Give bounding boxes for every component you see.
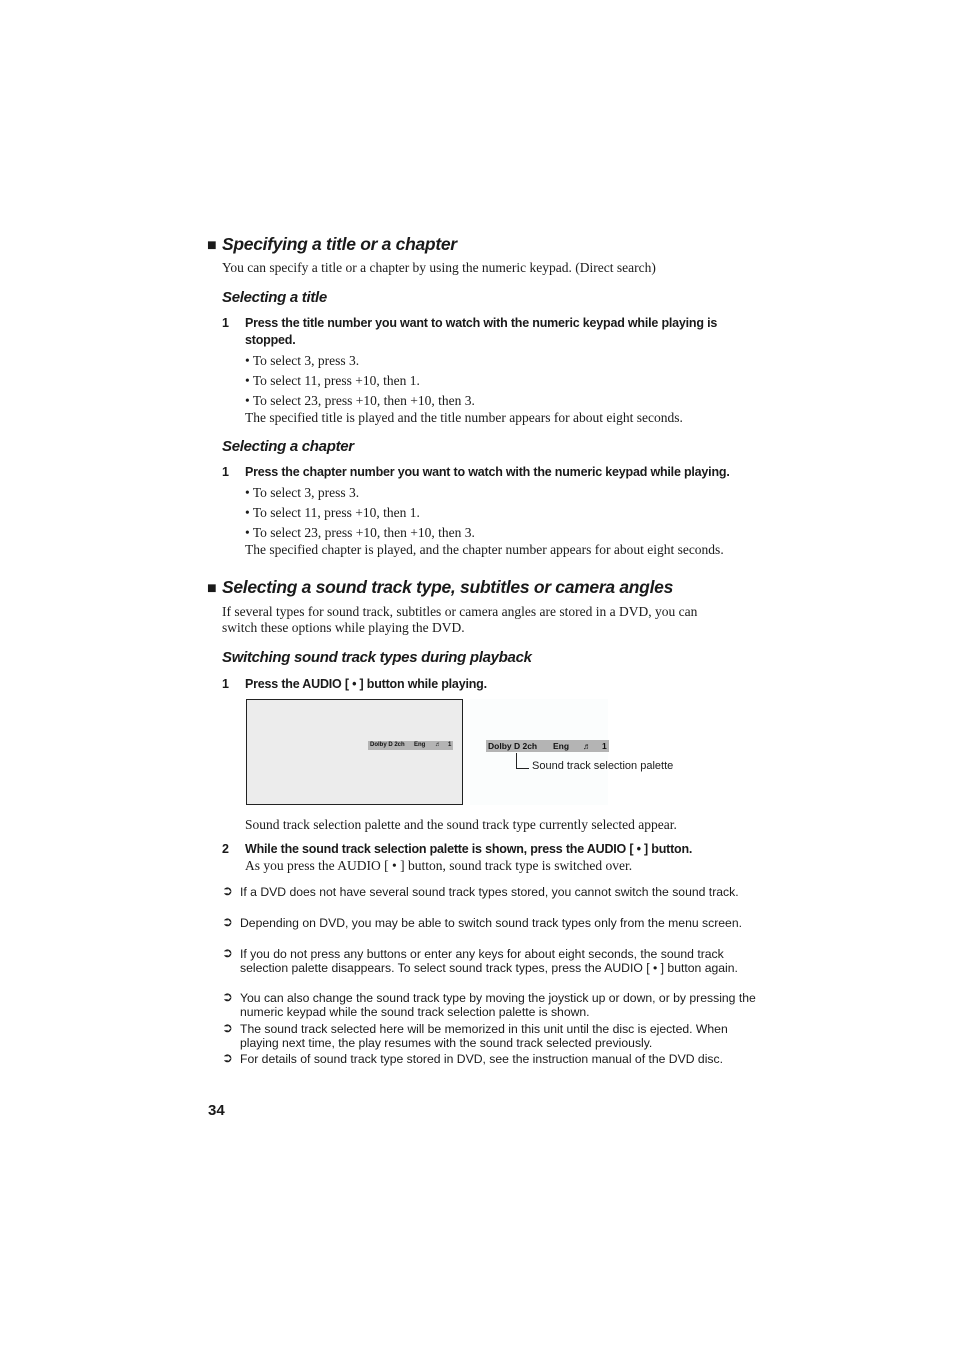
bullet-item: • To select 23, press +10, then +10, then 3.	[245, 393, 475, 408]
note-arrow-icon: ➲	[222, 945, 233, 960]
palette-number: 1	[448, 742, 452, 748]
step-1	[222, 676, 767, 694]
note-item	[222, 885, 767, 915]
note-arrow-icon: ➲	[222, 1020, 233, 1035]
step-text: Press the AUDIO [ • ] button while playing.	[245, 677, 487, 691]
note-text: The sound track selected here will be memorized in this unit until the disc is ejected. When playing next time, the play resumes with the sound track selected previously.	[240, 1022, 728, 1050]
note-item	[222, 916, 767, 946]
note-item	[222, 991, 767, 1021]
step-text-line1: Press the title number you want to watch with the numeric keypad while playing is	[245, 316, 718, 330]
note-arrow-icon: ➲	[222, 883, 233, 898]
step-2	[222, 841, 767, 859]
subheading-switching-sound: Switching sound track types during playback	[222, 649, 532, 666]
music-note-icon: ♬	[583, 741, 592, 751]
palette-label: Sound track selection palette	[532, 760, 674, 772]
step-text: While the sound track selection palette is shown, press the AUDIO [ • ] button.	[245, 842, 693, 856]
page-number: 34	[208, 1102, 225, 1119]
section-intro-line1: If several types for sound track, subtitles or camera angles are stored in a DVD, you can	[222, 604, 698, 619]
note-text: If a DVD does not have several sound track types stored, you cannot switch the sound track.	[240, 885, 739, 899]
bullet-item: • To select 11, press +10, then 1.	[245, 505, 420, 520]
step-number: 1	[222, 316, 229, 330]
step-result: The specified chapter is played, and the chapter number appears for about eight seconds.	[245, 542, 724, 557]
palette-zoom-area	[470, 699, 608, 805]
palette-format: Dolby D 2ch	[488, 741, 538, 751]
callout-line	[516, 753, 529, 769]
note-item	[222, 1022, 767, 1052]
note-arrow-icon: ➲	[222, 989, 233, 1004]
step-text-line2: stopped.	[245, 333, 296, 347]
sound-track-palette-small	[368, 741, 453, 750]
step-number: 1	[222, 465, 229, 479]
section-title: Selecting a sound track type, subtitles or camera angles	[222, 577, 674, 597]
note-item	[222, 947, 767, 991]
step-1	[222, 315, 767, 351]
palette-number: 1	[602, 741, 607, 751]
step-number: 1	[222, 677, 229, 691]
step-text: Press the chapter number you want to watch with the numeric keypad while playing.	[245, 465, 730, 479]
note-text: For details of sound track type stored in DVD, see the instruction manual of the DVD disc.	[240, 1052, 723, 1066]
palette-format: Dolby D 2ch	[370, 742, 405, 748]
section-intro: You can specify a title or a chapter by using the numeric keypad. (Direct search)	[222, 260, 656, 275]
music-note-icon: ♬	[435, 742, 441, 748]
bullet-item: • To select 23, press +10, then +10, then 3.	[245, 525, 475, 540]
section-heading-selecting-sound	[207, 577, 673, 598]
note-arrow-icon: ➲	[222, 914, 233, 929]
note-text: You can also change the sound track type by moving the joystick up or down, or by pressing the numeric keypad while the sound track selection palette is shown.	[240, 991, 756, 1019]
step-detail: As you press the AUDIO [ • ] button, sound track type is switched over.	[245, 858, 633, 873]
square-bullet-icon: ■	[207, 237, 217, 254]
subheading-selecting-title: Selecting a title	[222, 289, 327, 306]
square-bullet-icon: ■	[207, 580, 217, 597]
step-1	[222, 464, 767, 482]
section-title: Specifying a title or a chapter	[222, 234, 457, 254]
palette-language: Eng	[553, 741, 570, 751]
bullet-item: • To select 11, press +10, then 1.	[245, 373, 420, 388]
palette-language: Eng	[414, 742, 426, 748]
figure-caption: Sound track selection palette and the sound track type currently selected appear.	[245, 817, 677, 832]
tv-screen-illustration	[246, 699, 463, 805]
note-arrow-icon: ➲	[222, 1050, 233, 1065]
note-text: If you do not press any buttons or enter any keys for about eight seconds, the sound track selection palette disappears. To select sound track types, press the AUDIO [ • ] button again.	[240, 947, 738, 975]
step-number: 2	[222, 842, 229, 856]
section-heading-specifying	[207, 234, 457, 255]
step-result: The specified title is played and the title number appears for about eight seconds.	[245, 410, 683, 425]
note-item	[222, 1052, 767, 1068]
section-intro-line2: switch these options while playing the DVD.	[222, 620, 465, 635]
bullet-item: • To select 3, press 3.	[245, 485, 360, 500]
subheading-selecting-chapter: Selecting a chapter	[222, 438, 354, 455]
bullet-item: • To select 3, press 3.	[245, 353, 360, 368]
note-text: Depending on DVD, you may be able to switch sound track types only from the menu screen.	[240, 916, 742, 930]
sound-track-palette	[486, 740, 609, 752]
